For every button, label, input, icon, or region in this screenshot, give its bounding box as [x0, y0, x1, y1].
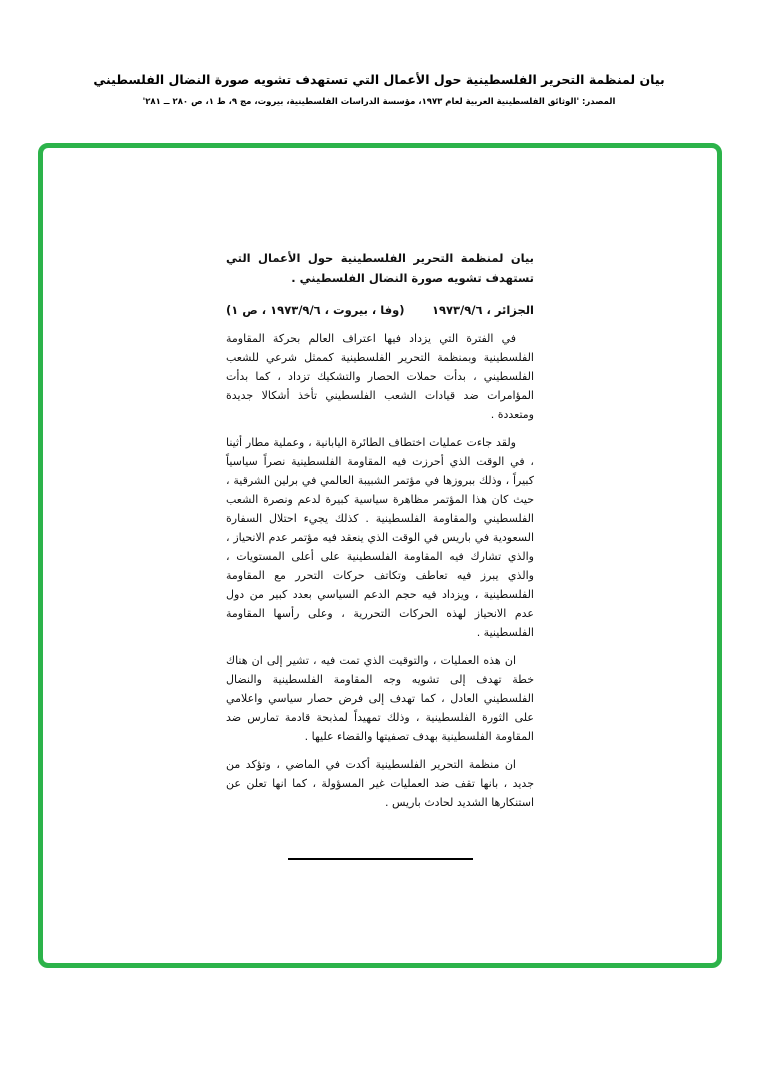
statement-paragraph: في الفترة التي يزداد فيها اعتراف العالم بحركة المقاومة الفلسطينية وبمنظمة التحرير الفلسطينية كممثل شرعي للشعب الفلسطيني ، بدأت حملات الحصار والتشكيك تزداد ، كما بدأت المؤامرات ضد قيادات الشعب الفلسطيني تأخذ أشكالا جديدة ومتعددة .: [226, 332, 534, 421]
dateline-place-date: الجزائر ، ١٩٧٣/٩/٦: [431, 303, 534, 317]
footer-divider: [288, 858, 473, 860]
scanned-document-frame: [38, 143, 722, 968]
dateline-citation: (وفا ، بيروت ، ١٩٧٣/٩/٦ ، ص ١): [226, 303, 405, 317]
statement-paragraph: ان هذه العمليات ، والتوقيت الذي تمت فيه ، تشير إلى ان هناك خطة تهدف إلى تشويه وجه المقاومة الفلسطينية والنضال الفلسطيني العادل ، كما تهدف إلى فرض حصار سياسي واعلامي على الثورة الفلسطينية ، وذلك تمهيداً لمذبحة قادمة تمارس ضد المقاومة الفلسطينية بهدف تصفيتها والقضاء عليها .: [226, 654, 534, 743]
statement-paragraph: ولقد جاءت عمليات اختطاف الطائرة اليابانية ، وعملية مطار أثينا ، في الوقت الذي أحرزت فيه المقاومة الفلسطينية نصراً سياسياً كبيراً ، وذلك ببروزها في مؤتمر الشبيبة العالمي في برلين الشرقية ، حيث كان هذا المؤتمر مظاهرة سياسية كبيرة لدعم ونصرة الشعب الفلسطيني والمقاومة الفلسطينية . كذلك يجيء احتلال السفارة السعودية في باريس في الوقت الذي ينعقد فيه مؤتمر عدم الانحياز ، والذي تشارك فيه المقاومة الفلسطينية على أعلى المستويات ، والذي يبرز فيه تعاطف وتكاتف حركات التحرر مع المقاومة الفلسطينية ، ويزداد فيه حجم الدعم السياسي بعدد كبير من دول عدم الانحياز لهذه الحركات التحررية ، وعلى رأسها المقاومة الفلسطينية .: [226, 436, 534, 639]
dateline: [226, 300, 534, 320]
document-header: [0, 72, 758, 108]
source-citation: المصدر: 'الوثائق الفلسطينية العربية لعام ١٩٧٣، مؤسسة الدراسات الفلسطينية، بيروت، مج ٩، ط ١، ص ٢٨٠ ــ ٢٨١': [142, 97, 616, 107]
page-title: بيان لمنظمة التحرير الفلسطينية حول الأعمال التي تستهدف تشويه صورة النضال الفلسطيني: [93, 72, 665, 87]
scanned-document-text: [226, 248, 534, 860]
statement-paragraph: ان منظمة التحرير الفلسطينية أكدت في الماضي ، وتؤكد من جديد ، بانها تقف ضد العمليات غير المسؤولة ، كما انها تعلن عن استنكارها الشديد لحادث باريس .: [226, 758, 534, 809]
statement-heading: بيان لمنظمة التحرير الفلسطينية حول الأعمال التي تستهدف تشويه صورة النضال الفلسطيني .: [226, 251, 534, 285]
